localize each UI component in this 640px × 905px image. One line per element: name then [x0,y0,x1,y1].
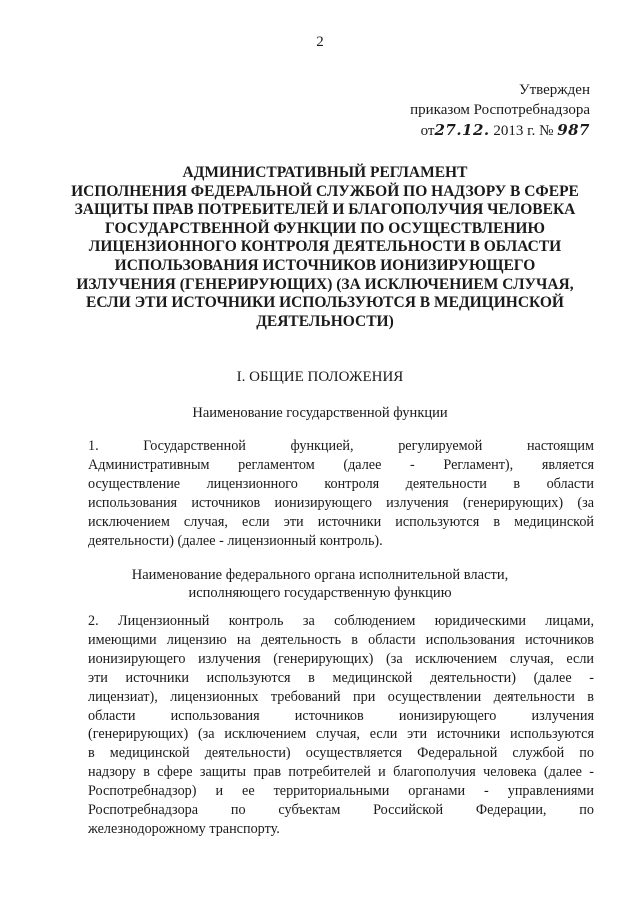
paragraph-line: исключением случая, если эти источники используются в медицинской [88,513,594,530]
paragraph-line: ионизирующего излучения (генерирующих) (за исключением случая, если [88,650,594,667]
handwritten-number: 987 [557,121,590,139]
approval-year: 2013 г. № [493,123,554,139]
approval-date-prefix: от [420,123,435,139]
paragraph-line: деятельности) (далее - лицензионный контроль). [88,532,383,549]
paragraph-line: Роспотребнадзора по субъектам Российской Федерации, по [88,802,594,819]
paragraph-line: 2. Лицензионный контроль за соблюдением юридическими лицами, [88,613,594,629]
approval-line-2: приказом Роспотребнадзора [410,102,590,118]
subheading-line: исполняющего государственную функцию [188,585,452,601]
title-line: ЗАЩИТЫ ПРАВ ПОТРЕБИТЕЛЕЙ И БЛАГОПОЛУЧИЯ ЧЕЛОВЕКА [74,201,576,219]
paragraph-line: эти источники используются в медицинской деятельности) (далее - [88,669,594,686]
document-title [60,164,590,331]
paragraph-2 [88,612,594,839]
approval-date-line [410,120,590,141]
paragraph-line: надзору в сфере защиты прав потребителей и благополучия человека (далее - [88,764,594,781]
paragraph-line: в медицинской деятельности) осуществляется Федеральной службой по [88,745,594,762]
paragraph-line: (генерирующих) (за исключением случая, если эти источники используются [88,726,594,743]
paragraph-line: Роспотребнадзор) и ее территориальными органами - управлениями [88,783,594,800]
title-line: ЕСЛИ ЭТИ ИСТОЧНИКИ ИСПОЛЬЗУЮТСЯ В МЕДИЦИНСКОЙ [86,294,564,312]
paragraph-line: имеющими лицензию на деятельность в области использования источников [88,631,594,648]
paragraph-line: осуществление лицензионного контроля деятельности в области [88,475,594,492]
approval-stamp [410,80,590,141]
paragraph-line: лицензиат), лицензионных требований при осуществлении деятельности в [88,688,594,705]
paragraph-1 [88,437,594,550]
subheading-line: Наименование федерального органа исполнительной власти, [131,567,509,583]
handwritten-date: 27.12. [434,121,490,139]
paragraph-line: железнодорожному транспорту. [88,820,280,837]
title-line: ИЗЛУЧЕНИЯ (ГЕНЕРИРУЮЩИХ) (ЗА ИСКЛЮЧЕНИЕМ СЛУЧАЯ, [76,275,574,293]
title-line: ЛИЦЕНЗИОННОГО КОНТРОЛЯ ДЕЯТЕЛЬНОСТИ В ОБЛАСТИ [88,238,562,256]
title-line: ИСПОЛНЕНИЯ ФЕДЕРАЛЬНОЙ СЛУЖБОЙ ПО НАДЗОРУ В СФЕРЕ [71,182,579,200]
approval-line-1: Утвержден [518,82,590,98]
paragraph-line: области использования источников ионизирующего излучения [88,707,594,724]
page-number: 2 [316,34,324,50]
paragraph-line: 1. Государственной функцией, регулируемой настоящим [88,438,594,454]
title-line: ДЕЯТЕЛЬНОСТИ) [256,312,394,330]
title-line: АДМИНИСТРАТИВНЫЙ РЕГЛАМЕНТ [182,164,468,181]
subheading-function-name: Наименование государственной функции [192,405,448,421]
subheading-authority [0,566,640,602]
paragraph-line: использования источников ионизирующего излучения (генерирующих) (за [88,494,594,511]
title-line: ИСПОЛЬЗОВАНИЯ ИСТОЧНИКОВ ИОНИЗИРУЮЩЕГО [114,256,536,274]
section-heading: I. ОБЩИЕ ПОЛОЖЕНИЯ [236,369,404,385]
paragraph-line: Административным регламентом (далее - Регламент), является [88,456,594,473]
title-line: ГОСУДАРСТВЕННОЙ ФУНКЦИИ ПО ОСУЩЕСТВЛЕНИЮ [105,219,545,237]
